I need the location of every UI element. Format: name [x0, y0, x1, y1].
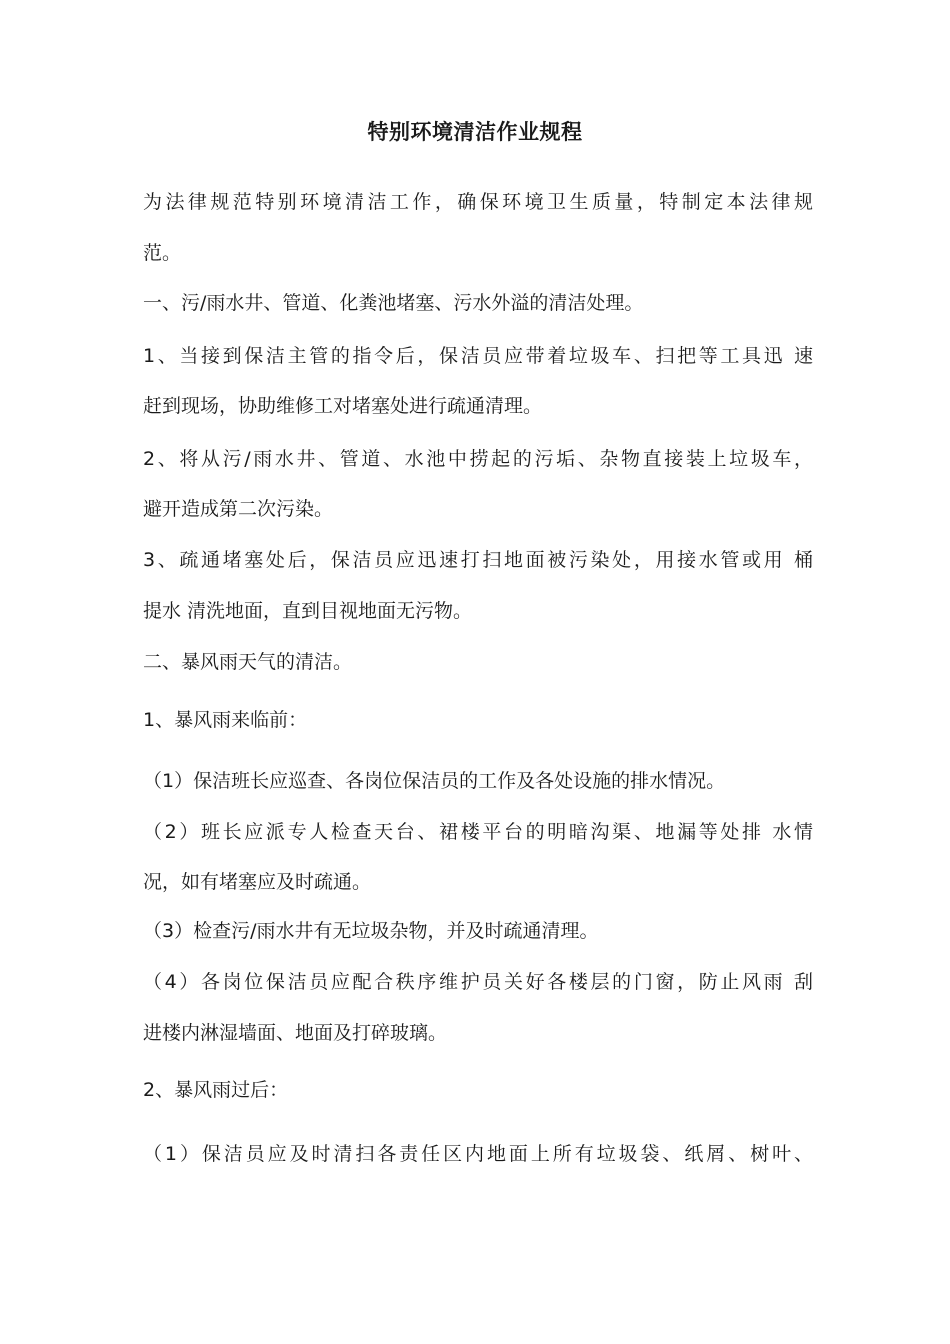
paragraph-line-13: （2）班长应派专人检查天台、裙楼平台的明暗沟渠、地漏等处排 水情 — [143, 821, 813, 843]
paragraph-line-15: （3）检查污/雨水井有无垃圾杂物，并及时疏通清理。 — [143, 920, 599, 942]
paragraph-line-8: 3、疏通堵塞处后，保洁员应迅速打扫地面被污染处，用接水管或用 桶 — [143, 549, 813, 571]
paragraph-line-17: 进楼内淋湿墙面、地面及打碎玻璃。 — [143, 1022, 448, 1044]
paragraph-line-16: （4）各岗位保洁员应配合秩序维护员关好各楼层的门窗，防止风雨 刮 — [143, 971, 813, 993]
paragraph-line-5: 赶到现场，协助维修工对堵塞处进行疏通清理。 — [143, 395, 543, 417]
subsection-heading-1: 1、暴风雨来临前： — [143, 709, 308, 731]
section-heading-1: 一、污/雨水井、管道、化粪池堵塞、污水外溢的清洁处理。 — [143, 292, 644, 314]
document-title: 特别环境清洁作业规程 — [367, 120, 583, 144]
paragraph-line-12: （1）保洁班长应巡查、各岗位保洁员的工作及各处设施的排水情况。 — [143, 770, 726, 792]
paragraph-line-14: 况，如有堵塞应及时疏通。 — [143, 871, 372, 893]
paragraph-line-6: 2、将从污/雨水井、管道、水池中捞起的污垢、杂物直接装上垃圾车， — [143, 448, 813, 470]
paragraph-line-19: （1）保洁员应及时清扫各责任区内地面上所有垃圾袋、纸屑、树叶、 — [143, 1143, 813, 1165]
section-heading-2: 二、暴风雨天气的清洁。 — [143, 651, 353, 673]
paragraph-line-4: 1、当接到保洁主管的指令后，保洁员应带着垃圾车、扫把等工具迅 速 — [143, 345, 813, 367]
paragraph-line-1: 为法律规范特别环境清洁工作，确保环境卫生质量，特制定本法律规 — [143, 191, 813, 213]
paragraph-line-2: 范。 — [143, 242, 182, 264]
paragraph-line-9: 提水 清洗地面，直到目视地面无污物。 — [143, 600, 473, 622]
subsection-heading-2: 2、暴风雨过后： — [143, 1079, 289, 1101]
paragraph-line-7: 避开造成第二次污染。 — [143, 498, 334, 520]
